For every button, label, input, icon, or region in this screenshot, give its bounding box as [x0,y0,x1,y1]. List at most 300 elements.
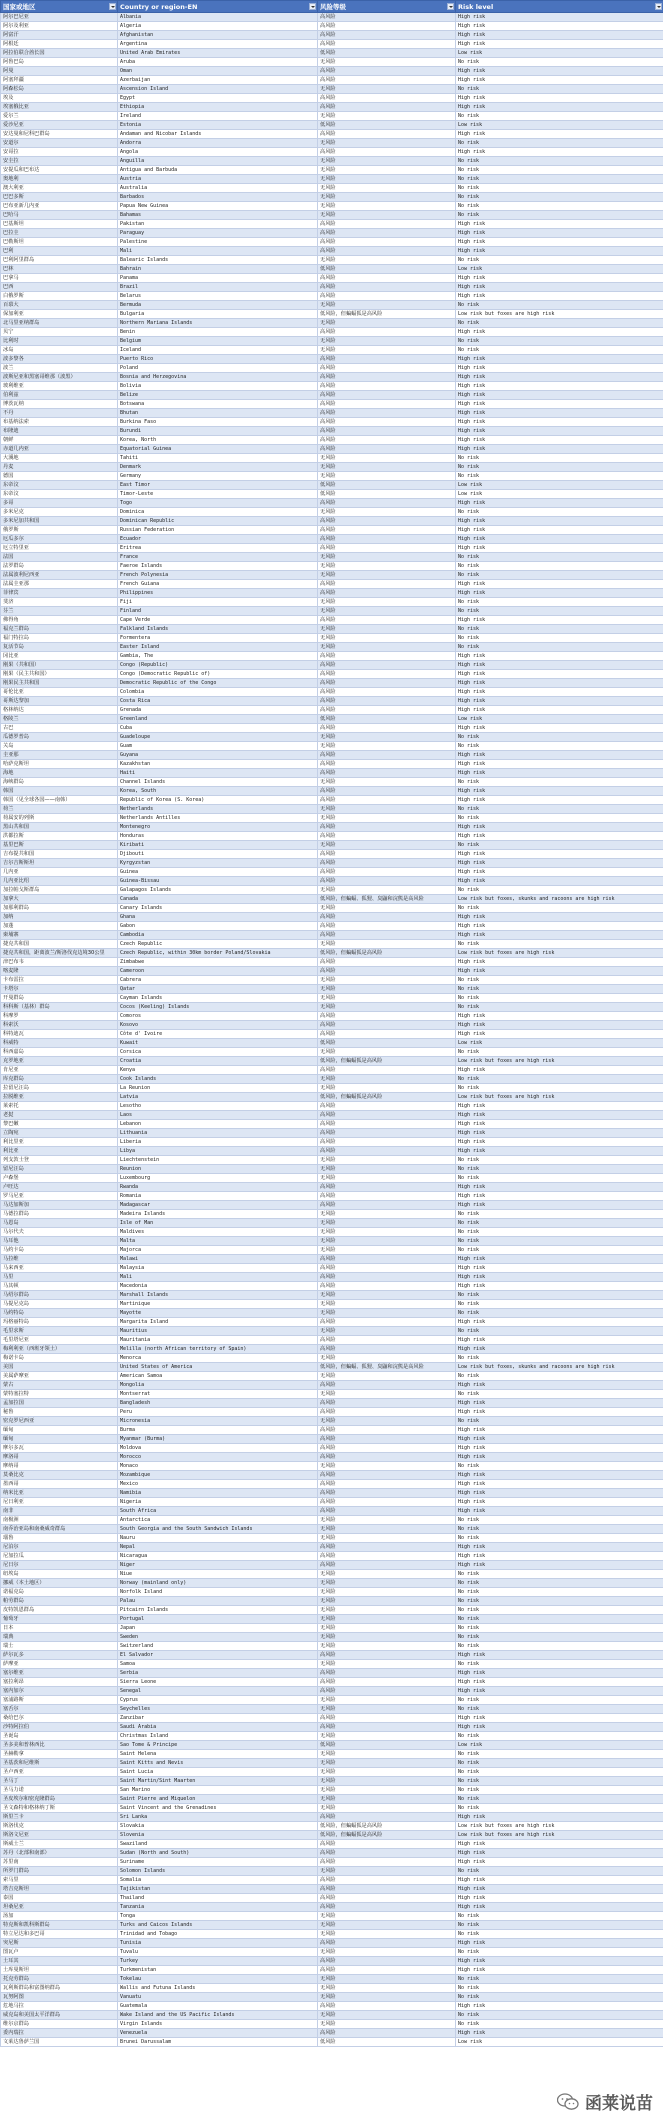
cell-country-en[interactable]: Australia [118,184,318,193]
cell-country-en[interactable]: Maldives [118,1228,318,1237]
cell-risk-cn[interactable]: 高风险 [318,1507,456,1516]
cell-risk-cn[interactable]: 高风险 [318,1012,456,1021]
cell-country-cn[interactable]: 利比亚 [1,1147,118,1156]
cell-risk-en[interactable]: High risk [456,274,663,283]
cell-country-cn[interactable]: 加那利群岛 [1,904,118,913]
cell-risk-en[interactable]: No risk [456,1912,663,1921]
cell-country-en[interactable]: Saint Helena [118,1750,318,1759]
cell-country-cn[interactable]: 埃及 [1,94,118,103]
cell-country-cn[interactable]: 丹麦 [1,463,118,472]
cell-risk-en[interactable]: No risk [456,1165,663,1174]
cell-risk-en[interactable]: High risk [456,751,663,760]
cell-risk-cn[interactable]: 高风险 [318,274,456,283]
cell-country-cn[interactable]: 蒙古 [1,1381,118,1390]
cell-risk-cn[interactable]: 无风险 [318,1462,456,1471]
cell-country-cn[interactable]: 波多黎各 [1,355,118,364]
cell-risk-cn[interactable]: 低风险 [318,1741,456,1750]
cell-risk-en[interactable]: High risk [456,445,663,454]
cell-risk-cn[interactable]: 无风险 [318,1624,456,1633]
cell-risk-cn[interactable]: 高风险 [318,1264,456,1273]
cell-risk-cn[interactable]: 低风险，但蝙蝠狐是高风险 [318,949,456,958]
cell-risk-en[interactable]: No risk [456,1300,663,1309]
cell-country-cn[interactable]: 萨摩亚 [1,1660,118,1669]
cell-risk-en[interactable]: High risk [456,1318,663,1327]
cell-country-cn[interactable]: 马约卡岛 [1,1246,118,1255]
cell-risk-cn[interactable]: 高风险 [318,580,456,589]
cell-risk-cn[interactable]: 低风险，但蝙蝠狐是高风险 [318,310,456,319]
cell-country-en[interactable]: Palau [118,1597,318,1606]
cell-country-cn[interactable]: 密克罗尼西亚 [1,1417,118,1426]
cell-country-en[interactable]: Cuba [118,724,318,733]
cell-country-en[interactable]: Bolivia [118,382,318,391]
cell-country-cn[interactable]: 澳大利亚 [1,184,118,193]
cell-country-en[interactable]: Mozambique [118,1471,318,1480]
cell-country-en[interactable]: Menorca [118,1354,318,1363]
cell-country-cn[interactable]: 委内瑞拉 [1,2029,118,2038]
cell-country-en[interactable]: Sao Tome & Principe [118,1741,318,1750]
cell-country-en[interactable]: Macedonia [118,1282,318,1291]
cell-country-cn[interactable]: 汤加 [1,1912,118,1921]
cell-country-cn[interactable]: 尼日利亚 [1,1498,118,1507]
cell-country-en[interactable]: Honduras [118,832,318,841]
cell-country-en[interactable]: Burkina Faso [118,418,318,427]
cell-country-cn[interactable]: 黑山共和国 [1,823,118,832]
cell-risk-cn[interactable]: 无风险 [318,1930,456,1939]
cell-country-cn[interactable]: 保加利亚 [1,310,118,319]
cell-country-en[interactable]: Namibia [118,1489,318,1498]
cell-risk-en[interactable]: No risk [456,1156,663,1165]
cell-country-en[interactable]: Kosovo [118,1021,318,1030]
cell-country-en[interactable]: Mongolia [118,1381,318,1390]
cell-risk-en[interactable]: High risk [456,760,663,769]
cell-country-en[interactable]: Ascension Island [118,85,318,94]
cell-risk-cn[interactable]: 无风险 [318,1300,456,1309]
cell-risk-en[interactable]: No risk [456,337,663,346]
cell-risk-en[interactable]: High risk [456,1183,663,1192]
cell-risk-cn[interactable]: 高风险 [318,544,456,553]
cell-country-cn[interactable]: 莱索托 [1,1102,118,1111]
cell-country-cn[interactable]: 捷克共和国 [1,940,118,949]
cell-country-en[interactable]: South Georgia and the South Sandwich Islands [118,1525,318,1534]
cell-country-cn[interactable]: 波斯尼亚和黑塞哥维那（波黑） [1,373,118,382]
cell-country-cn[interactable]: 瑙鲁 [1,1534,118,1543]
cell-risk-en[interactable]: High risk [456,31,663,40]
cell-risk-cn[interactable]: 高风险 [318,1498,456,1507]
cell-country-cn[interactable]: 格陵兰 [1,715,118,724]
cell-country-en[interactable]: United Arab Emirates [118,49,318,58]
cell-risk-en[interactable]: No risk [456,454,663,463]
cell-country-cn[interactable]: 巴勒斯坦 [1,238,118,247]
cell-country-en[interactable]: Botswana [118,400,318,409]
cell-risk-cn[interactable]: 高风险 [318,670,456,679]
cell-risk-en[interactable]: No risk [456,193,663,202]
cell-risk-en[interactable]: No risk [456,1219,663,1228]
cell-risk-en[interactable]: High risk [456,1480,663,1489]
cell-risk-cn[interactable]: 高风险 [318,130,456,139]
cell-country-cn[interactable]: 土耳其 [1,1957,118,1966]
cell-country-cn[interactable]: 文莱达鲁萨兰国 [1,2038,118,2047]
cell-country-en[interactable]: Liechtenstein [118,1156,318,1165]
cell-risk-cn[interactable]: 低风险，但蝙蝠狐是高风险 [318,1831,456,1840]
cell-country-en[interactable]: Sierra Leone [118,1678,318,1687]
cell-risk-cn[interactable]: 无风险 [318,1867,456,1876]
cell-country-cn[interactable]: 沙特阿拉伯 [1,1723,118,1732]
cell-risk-en[interactable]: No risk [456,175,663,184]
cell-risk-en[interactable]: High risk [456,1336,663,1345]
cell-risk-cn[interactable]: 低风险 [318,1039,456,1048]
cell-risk-cn[interactable]: 高风险 [318,1381,456,1390]
cell-risk-cn[interactable]: 无风险 [318,1219,456,1228]
cell-country-cn[interactable]: 马来西亚 [1,1264,118,1273]
cell-risk-en[interactable]: No risk [456,1921,663,1930]
cell-risk-en[interactable]: No risk [456,1930,663,1939]
cell-risk-cn[interactable]: 高风险 [318,832,456,841]
cell-risk-cn[interactable]: 高风险 [318,1102,456,1111]
cell-risk-en[interactable]: No risk [456,1948,663,1957]
cell-risk-en[interactable]: High risk [456,544,663,553]
cell-risk-cn[interactable]: 高风险 [318,526,456,535]
cell-risk-en[interactable]: High risk [456,1120,663,1129]
cell-country-en[interactable]: Tokelau [118,1975,318,1984]
cell-country-cn[interactable]: 法属波利尼西亚 [1,571,118,580]
cell-risk-cn[interactable]: 无风险 [318,1804,456,1813]
cell-country-cn[interactable]: 福克兰群岛 [1,625,118,634]
cell-country-en[interactable]: Wake Island and the US Pacific Islands [118,2011,318,2020]
cell-risk-en[interactable]: High risk [456,1021,663,1030]
cell-country-en[interactable]: Poland [118,364,318,373]
cell-risk-en[interactable]: High risk [456,1543,663,1552]
cell-risk-en[interactable]: High risk [456,1498,663,1507]
cell-country-cn[interactable]: 拉留尼汪岛 [1,1084,118,1093]
cell-country-en[interactable]: French Guiana [118,580,318,589]
cell-risk-cn[interactable]: 无风险 [318,1777,456,1786]
cell-country-cn[interactable]: 巴拿马 [1,274,118,283]
cell-risk-en[interactable]: No risk [456,607,663,616]
cell-country-en[interactable]: Cook Islands [118,1075,318,1084]
cell-risk-en[interactable]: High risk [456,706,663,715]
cell-country-en[interactable]: Tahiti [118,454,318,463]
cell-risk-en[interactable]: High risk [456,1957,663,1966]
cell-risk-cn[interactable]: 无风险 [318,202,456,211]
cell-country-cn[interactable]: 瑞典 [1,1633,118,1642]
cell-risk-en[interactable]: No risk [456,184,663,193]
cell-risk-cn[interactable]: 高风险 [318,40,456,49]
cell-country-cn[interactable]: 拉脱维亚 [1,1093,118,1102]
cell-risk-en[interactable]: No risk [456,778,663,787]
cell-country-en[interactable]: Virgin Islands [118,2020,318,2029]
cell-country-cn[interactable]: 白俄罗斯 [1,292,118,301]
cell-risk-en[interactable]: Low risk [456,49,663,58]
cell-country-en[interactable]: Wallis and Futuna Islands [118,1984,318,1993]
cell-risk-en[interactable]: High risk [456,1714,663,1723]
cell-country-cn[interactable]: 塞内加尔 [1,1687,118,1696]
cell-risk-cn[interactable]: 高风险 [318,499,456,508]
cell-risk-en[interactable]: High risk [456,616,663,625]
cell-country-en[interactable]: Puerto Rico [118,355,318,364]
cell-country-cn[interactable]: 阿根廷 [1,40,118,49]
cell-risk-cn[interactable]: 无风险 [318,571,456,580]
cell-risk-en[interactable]: No risk [456,1309,663,1318]
cell-risk-cn[interactable]: 低风险 [318,715,456,724]
cell-risk-cn[interactable]: 无风险 [318,454,456,463]
cell-country-en[interactable]: Algeria [118,22,318,31]
cell-country-en[interactable]: United States of America [118,1363,318,1372]
cell-risk-cn[interactable]: 高风险 [318,1273,456,1282]
cell-risk-cn[interactable]: 无风险 [318,643,456,652]
cell-country-en[interactable]: El Salvador [118,1651,318,1660]
cell-country-en[interactable]: Saudi Arabia [118,1723,318,1732]
cell-country-en[interactable]: Pakistan [118,220,318,229]
cell-risk-en[interactable]: High risk [456,796,663,805]
cell-country-en[interactable]: Eritrea [118,544,318,553]
cell-country-en[interactable]: Seychelles [118,1705,318,1714]
cell-country-en[interactable]: Haiti [118,769,318,778]
cell-country-en[interactable]: Ethiopia [118,103,318,112]
cell-country-en[interactable]: Japan [118,1624,318,1633]
cell-country-cn[interactable]: 北马里亚纳群岛 [1,319,118,328]
cell-country-en[interactable]: Saint Martin/Sint Maarten [118,1777,318,1786]
cell-country-cn[interactable]: 哥伦比亚 [1,688,118,697]
cell-country-cn[interactable]: 阿曼 [1,67,118,76]
cell-country-cn[interactable]: 玻利维亚 [1,382,118,391]
cell-risk-en[interactable]: High risk [456,1552,663,1561]
cell-risk-cn[interactable]: 高风险 [318,445,456,454]
cell-risk-en[interactable]: No risk [456,1993,663,2002]
cell-country-cn[interactable]: 苏里南 [1,1858,118,1867]
cell-country-cn[interactable]: 威克岛和美国太平洋群岛 [1,2011,118,2020]
cell-risk-en[interactable]: No risk [456,1516,663,1525]
cell-country-en[interactable]: Swaziland [118,1840,318,1849]
cell-risk-en[interactable]: High risk [456,589,663,598]
cell-country-cn[interactable]: 克罗地亚 [1,1057,118,1066]
cell-risk-cn[interactable]: 无风险 [318,1633,456,1642]
cell-country-cn[interactable]: 美属萨摩亚 [1,1372,118,1381]
cell-risk-en[interactable]: Low risk but foxes, skunks and racoons are high risk [456,1363,663,1372]
cell-country-en[interactable]: Democratic Republic of the Congo [118,679,318,688]
cell-country-en[interactable]: Nepal [118,1543,318,1552]
cell-risk-cn[interactable]: 高风险 [318,1966,456,1975]
cell-risk-cn[interactable]: 无风险 [318,994,456,1003]
cell-country-en[interactable]: Mayotte [118,1309,318,1318]
cell-risk-cn[interactable]: 无风险 [318,508,456,517]
cell-country-en[interactable]: Russian Federation [118,526,318,535]
cell-risk-en[interactable]: High risk [456,1345,663,1354]
cell-risk-cn[interactable]: 高风险 [318,958,456,967]
cell-risk-en[interactable]: No risk [456,2020,663,2029]
cell-country-en[interactable]: Albania [118,13,318,22]
cell-risk-en[interactable]: No risk [456,1210,663,1219]
cell-risk-en[interactable]: High risk [456,877,663,886]
cell-risk-cn[interactable]: 高风险 [318,1192,456,1201]
cell-country-en[interactable]: Barbados [118,193,318,202]
cell-risk-cn[interactable]: 无风险 [318,1588,456,1597]
cell-country-en[interactable]: Ghana [118,913,318,922]
cell-country-en[interactable]: Cabrera [118,976,318,985]
cell-risk-cn[interactable]: 低风险，但蝙蝠狐是高风险 [318,1822,456,1831]
cell-risk-cn[interactable]: 高风险 [318,31,456,40]
cell-country-cn[interactable]: 巴布亚新几内亚 [1,202,118,211]
cell-country-en[interactable]: Samoa [118,1660,318,1669]
cell-risk-en[interactable]: No risk [456,886,663,895]
cell-risk-en[interactable]: No risk [456,1750,663,1759]
cell-country-en[interactable]: Oman [118,67,318,76]
cell-country-en[interactable]: Tajikistan [118,1885,318,1894]
cell-country-cn[interactable]: 安达曼和尼科巴群岛 [1,130,118,139]
cell-country-en[interactable]: Kazakhstan [118,760,318,769]
cell-country-en[interactable]: Burma [118,1426,318,1435]
cell-risk-cn[interactable]: 无风险 [318,1606,456,1615]
cell-risk-en[interactable]: High risk [456,1264,663,1273]
cell-country-cn[interactable]: 蒙特塞拉特 [1,1390,118,1399]
cell-country-cn[interactable]: 马恩岛 [1,1219,118,1228]
cell-country-cn[interactable]: 尼加拉瓜 [1,1552,118,1561]
cell-country-cn[interactable]: 维尔京群岛 [1,2020,118,2029]
cell-risk-en[interactable]: No risk [456,211,663,220]
cell-risk-cn[interactable]: 无风险 [318,886,456,895]
cell-country-en[interactable]: Angola [118,148,318,157]
cell-risk-en[interactable]: High risk [456,1651,663,1660]
cell-country-en[interactable]: Bulgaria [118,310,318,319]
cell-country-cn[interactable]: 几内亚比绍 [1,877,118,886]
cell-country-cn[interactable]: 贝宁 [1,328,118,337]
cell-country-en[interactable]: Rwanda [118,1183,318,1192]
cell-risk-cn[interactable]: 高风险 [318,364,456,373]
cell-country-cn[interactable]: 冰岛 [1,346,118,355]
cell-country-cn[interactable]: 吉布提共和国 [1,850,118,859]
cell-country-en[interactable]: Sri Lanka [118,1813,318,1822]
cell-country-cn[interactable]: 日本 [1,1624,118,1633]
cell-country-cn[interactable]: 伯利兹 [1,391,118,400]
cell-risk-cn[interactable]: 高风险 [318,535,456,544]
cell-country-cn[interactable]: 特立尼达和多巴哥 [1,1930,118,1939]
cell-risk-en[interactable]: High risk [456,1813,663,1822]
cell-country-cn[interactable]: 老挝 [1,1111,118,1120]
cell-country-cn[interactable]: 博茨瓦纳 [1,400,118,409]
cell-country-cn[interactable]: 不丹 [1,409,118,418]
cell-country-en[interactable]: Canada [118,895,318,904]
cell-risk-cn[interactable]: 高风险 [318,328,456,337]
cell-risk-cn[interactable]: 高风险 [318,931,456,940]
header-risk-en[interactable] [456,1,663,13]
cell-risk-en[interactable]: High risk [456,1561,663,1570]
cell-risk-cn[interactable]: 高风险 [318,67,456,76]
cell-risk-en[interactable]: No risk [456,346,663,355]
cell-country-cn[interactable]: 圣马丁 [1,1777,118,1786]
cell-country-cn[interactable]: 几内亚 [1,868,118,877]
cell-country-en[interactable]: Denmark [118,463,318,472]
cell-country-en[interactable]: American Samoa [118,1372,318,1381]
cell-risk-cn[interactable]: 低风险 [318,481,456,490]
cell-country-en[interactable]: Lesotho [118,1102,318,1111]
cell-country-cn[interactable]: 玛格丽特岛 [1,1318,118,1327]
cell-risk-en[interactable]: High risk [456,220,663,229]
cell-country-en[interactable]: Cameroon [118,967,318,976]
cell-risk-cn[interactable]: 高风险 [318,427,456,436]
cell-risk-en[interactable]: High risk [456,427,663,436]
cell-risk-en[interactable]: High risk [456,526,663,535]
cell-country-cn[interactable]: 刚果（民主共和国） [1,670,118,679]
cell-risk-en[interactable]: No risk [456,643,663,652]
cell-risk-cn[interactable]: 无风险 [318,1975,456,1984]
cell-risk-cn[interactable]: 高风险 [318,1840,456,1849]
cell-risk-cn[interactable]: 无风险 [318,85,456,94]
cell-country-cn[interactable]: 加拉帕戈斯群岛 [1,886,118,895]
cell-country-en[interactable]: Egypt [118,94,318,103]
cell-country-en[interactable]: Slovenia [118,1831,318,1840]
cell-risk-en[interactable]: No risk [456,1732,663,1741]
cell-country-en[interactable]: Romania [118,1192,318,1201]
cell-risk-cn[interactable]: 高风险 [318,76,456,85]
cell-risk-en[interactable]: High risk [456,247,663,256]
cell-country-en[interactable]: Pitcairn Islands [118,1606,318,1615]
cell-country-cn[interactable]: 安哥拉 [1,148,118,157]
cell-risk-en[interactable]: No risk [456,1786,663,1795]
cell-country-en[interactable]: Iceland [118,346,318,355]
cell-risk-en[interactable]: Low risk [456,715,663,724]
cell-risk-cn[interactable]: 高风险 [318,661,456,670]
cell-risk-cn[interactable]: 高风险 [318,2029,456,2038]
cell-risk-en[interactable]: High risk [456,409,663,418]
cell-country-en[interactable]: Korea, South [118,787,318,796]
cell-risk-en[interactable]: High risk [456,769,663,778]
cell-risk-en[interactable]: No risk [456,1048,663,1057]
cell-country-en[interactable]: Nicaragua [118,1552,318,1561]
cell-country-cn[interactable]: 马达加斯加 [1,1201,118,1210]
cell-country-cn[interactable]: 萨尔瓦多 [1,1651,118,1660]
cell-country-en[interactable]: Martinique [118,1300,318,1309]
cell-country-cn[interactable]: 尼日尔 [1,1561,118,1570]
cell-country-cn[interactable]: 梅诺卡岛 [1,1354,118,1363]
cell-risk-cn[interactable]: 无风险 [318,1327,456,1336]
cell-country-en[interactable]: Côte d' Ivoire [118,1030,318,1039]
cell-risk-en[interactable]: Low risk [456,1039,663,1048]
cell-risk-en[interactable]: No risk [456,1075,663,1084]
cell-country-cn[interactable]: 瓦利斯群岛和富图纳群岛 [1,1984,118,1993]
cell-country-cn[interactable]: 科特迪瓦 [1,1030,118,1039]
cell-risk-cn[interactable]: 无风险 [318,175,456,184]
cell-risk-cn[interactable]: 无风险 [318,805,456,814]
cell-country-en[interactable]: Malta [118,1237,318,1246]
cell-country-en[interactable]: Cyprus [118,1696,318,1705]
cell-risk-cn[interactable]: 无风险 [318,1156,456,1165]
cell-country-en[interactable]: Antigua and Barbuda [118,166,318,175]
cell-country-en[interactable]: Estonia [118,121,318,130]
cell-risk-cn[interactable]: 无风险 [318,58,456,67]
cell-country-cn[interactable]: 塞浦路斯 [1,1696,118,1705]
cell-country-en[interactable]: Sweden [118,1633,318,1642]
cell-risk-en[interactable]: High risk [456,1507,663,1516]
cell-risk-cn[interactable]: 高风险 [318,391,456,400]
cell-risk-en[interactable]: High risk [456,1849,663,1858]
cell-risk-en[interactable]: High risk [456,1444,663,1453]
cell-risk-en[interactable]: No risk [456,1606,663,1615]
cell-country-cn[interactable]: 赤道几内亚 [1,445,118,454]
cell-risk-en[interactable]: High risk [456,1129,663,1138]
cell-country-cn[interactable]: 圣马力诺 [1,1786,118,1795]
cell-country-cn[interactable]: 海峡群岛 [1,778,118,787]
cell-country-en[interactable]: Christmas Island [118,1732,318,1741]
cell-risk-en[interactable]: No risk [456,985,663,994]
cell-country-cn[interactable]: 加蓬 [1,922,118,931]
cell-country-cn[interactable]: 阿尔及利亚 [1,22,118,31]
cell-risk-en[interactable]: No risk [456,571,663,580]
cell-risk-cn[interactable]: 高风险 [318,751,456,760]
cell-risk-en[interactable]: No risk [456,742,663,751]
cell-risk-cn[interactable]: 无风险 [318,1795,456,1804]
cell-risk-en[interactable]: No risk [456,301,663,310]
cell-risk-en[interactable]: High risk [456,787,663,796]
cell-risk-cn[interactable]: 高风险 [318,1399,456,1408]
